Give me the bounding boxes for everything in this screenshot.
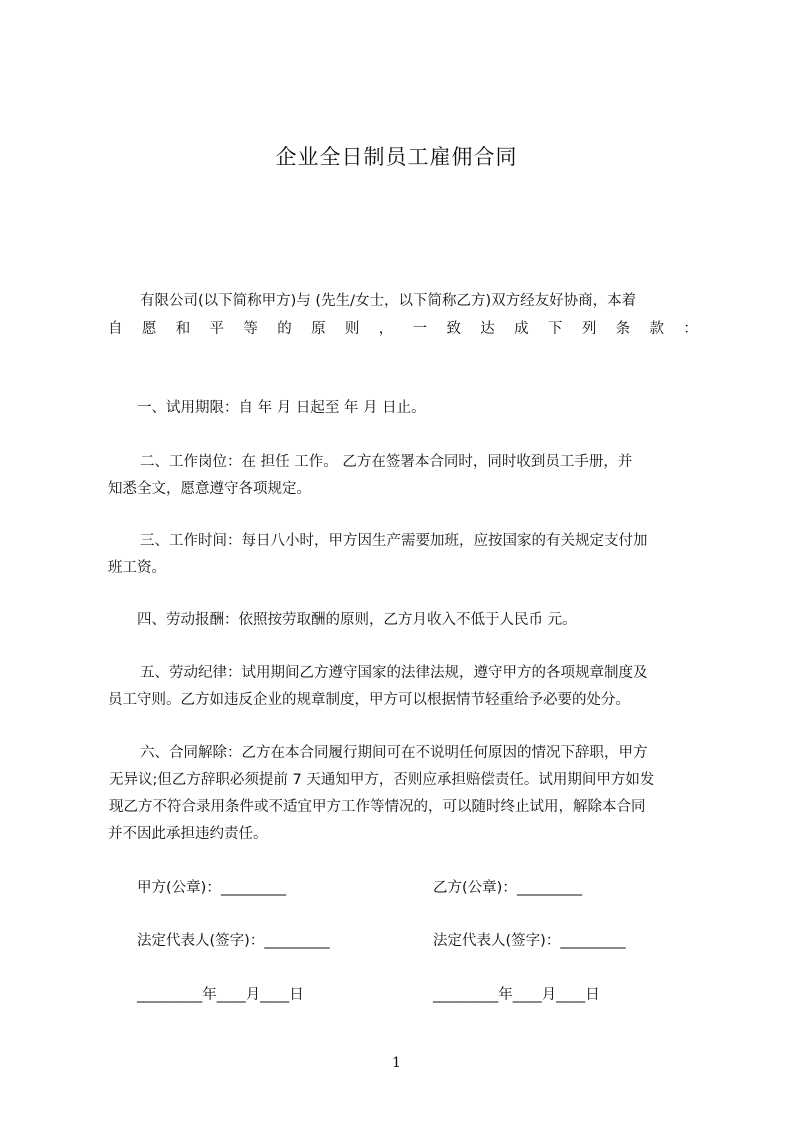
intro-line-2-char: ， (378, 321, 394, 337)
intro-line-2-char: 条 (615, 321, 631, 337)
party-b-date: _________年____月____日 (433, 987, 600, 1003)
intro-line-2-char: 则 (344, 321, 360, 337)
clause-6-line-3: 现乙方不符合录用条件或不适宜甲方工作等情况的，可以随时终止试用，解除本合同 (109, 799, 646, 815)
intro-line-1: 有限公司(以下简称甲方)与 (先生/女士，以下简称乙方)双方经友好协商，本着 (140, 293, 637, 309)
intro-line-2-char: 和 (175, 321, 191, 337)
intro-line-2-char: 致 (446, 321, 461, 337)
intro-line-2-char: 列 (581, 321, 597, 337)
intro-line-2-char: 成 (514, 321, 529, 337)
party-a-representative: 法定代表人(签字)：_________ (137, 933, 330, 949)
intro-line-2-char: 下 (547, 321, 563, 337)
clause-2-line-2: 知悉全文，愿意遵守各项规定。 (108, 481, 311, 497)
document-title: 企业全日制员工雇佣合同 (275, 145, 518, 169)
clause-3-line-2: 班工资。 (108, 560, 166, 576)
party-a-seal: 甲方(公章)：_________ (137, 880, 287, 896)
clause-1: 一、试用期限：自 年 月 日起至 年 月 日止。 (137, 400, 426, 416)
intro-line-2-char: 原 (311, 321, 326, 337)
clause-2-line-1: 二、工作岗位：在 担任 工作。 乙方在签署本合同时，同时收到员工手册，并 (140, 454, 633, 470)
intro-line-2-char: 一 (412, 321, 428, 337)
clause-4: 四、劳动报酬：依照按劳取酬的原则，乙方月收入不低于人民币 元。 (137, 612, 577, 628)
intro-line-2-char: 愿 (141, 321, 157, 337)
clause-5-line-2: 员工守则。乙方如违反企业的规章制度，甲方可以根据情节轻重给予必要的处分。 (108, 692, 630, 708)
clause-6-line-2: 无异议;但乙方辞职必须提前 7 天通知甲方，否则应承担赔偿责任。试用期间甲方如发 (109, 772, 655, 788)
intro-line-2 (108, 319, 698, 339)
clause-3-line-1: 三、工作时间：每日八小时，甲方因生产需要加班，应按国家的有关规定支付加 (140, 533, 648, 549)
intro-line-2-char: 款 (649, 321, 664, 337)
party-b-seal: 乙方(公章)：_________ (433, 880, 583, 896)
page-number: 1 (392, 1055, 401, 1071)
party-b-representative: 法定代表人(签字)：_________ (433, 933, 626, 949)
intro-line-2-char: ： (683, 321, 698, 337)
intro-line-2-char: 自 (108, 321, 123, 337)
clause-5-line-1: 五、劳动纪律：试用期间乙方遵守国家的法律法规，遵守甲方的各项规章制度及 (140, 665, 648, 681)
intro-line-2-char: 的 (277, 321, 292, 337)
clause-6-line-1: 六、合同解除：乙方在本合同履行期间可在不说明任何原因的情况下辞职，甲方 (140, 745, 648, 761)
party-a-date: _________年____月____日 (137, 987, 304, 1003)
clause-6-line-4: 并不因此承担违约责任。 (108, 826, 268, 842)
intro-line-2-char: 达 (480, 321, 495, 337)
intro-line-2-char: 平 (209, 321, 225, 337)
intro-line-2-char: 等 (243, 321, 258, 337)
